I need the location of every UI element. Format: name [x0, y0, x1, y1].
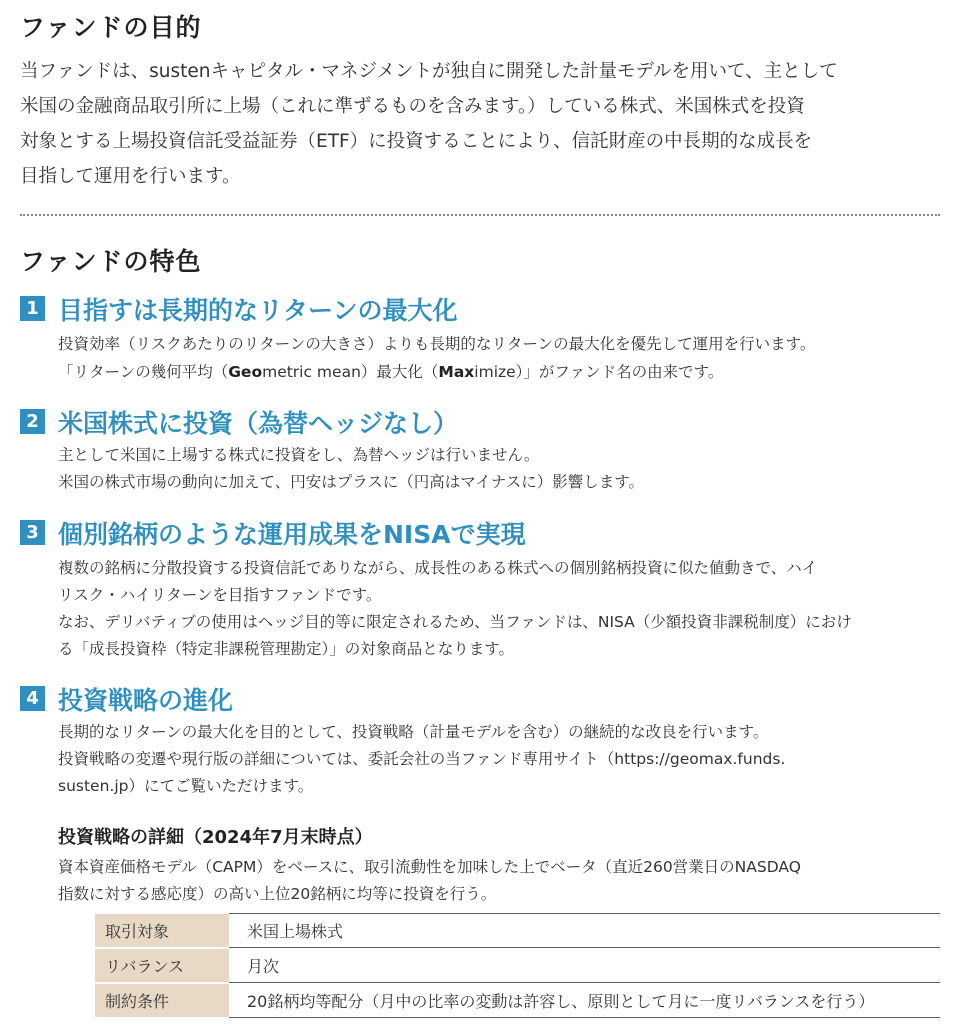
- feature-text-line: リスク・ハイリターンを目指すファンドです。: [58, 586, 382, 604]
- feature-number-badge: 4: [20, 686, 45, 711]
- feature-number-badge: 3: [20, 520, 45, 545]
- table-row: [95, 948, 940, 983]
- feature-text-line: 長期的なリターンの最大化を目的として、投資戦略（計量モデルを含む）の継続的な改良を行います。: [58, 723, 769, 741]
- feature-text-line: 投資効率（リスクあたりのリターンの大きさ）よりも長期的なリターンの最大化を優先して運用を行います。: [58, 335, 816, 353]
- fund-features-heading: ファンドの特色: [20, 247, 202, 276]
- feature-text-line: 複数の銘柄に分散投資する投資信託でありながら、成長性のある株式への個別銘柄投資に似た値動きで、ハイ: [58, 559, 818, 577]
- purpose-text-line: 当ファンドは、sustenキャピタル・マネジメントが独自に開発した計量モデルを用いて、主として: [20, 61, 838, 82]
- feature-text-line: 米国の株式市場の動向に加えて、円安はプラスに（円高はマイナスに）影響します。: [58, 473, 645, 491]
- table-row-value: 月次: [229, 948, 940, 983]
- table-row-value: 米国上場株式: [229, 914, 940, 948]
- feature-number-badge: 2: [20, 409, 45, 434]
- table-row-value: 20銘柄均等配分（月中の比率の変動は許容し、原則として月に一度リバランスを行う）: [229, 983, 940, 1018]
- feature-title: 目指すは長期的なリターンの最大化: [58, 296, 458, 325]
- feature-title: 米国株式に投資（為替ヘッジなし）: [58, 409, 459, 438]
- strategy-detail-text-line: 指数に対する感応度）の高い上位20銘柄に均等に投資を行う。: [58, 885, 497, 903]
- purpose-text-line: 米国の金融商品取引所に上場（これに準ずるものを含みます。）している株式、米国株式を投資: [20, 96, 805, 117]
- strategy-detail-title: 投資戦略の詳細（2024年7月末時点）: [58, 827, 373, 848]
- feature-text-line: なお、デリバティブの使用はヘッジ目的等に限定されるため、当ファンドは、NISA（少額投資非課税制度）におけ: [58, 613, 852, 631]
- feature-title: 個別銘柄のような運用成果をNISAで実現: [58, 520, 526, 549]
- feature-number-badge: 1: [20, 296, 45, 321]
- table-row: [95, 914, 940, 948]
- section-divider: [20, 214, 940, 216]
- table-row-label: 制約条件: [95, 983, 229, 1018]
- feature-text-line: 投資戦略の変遷や現行版の詳細については、委託会社の当ファンド専用サイト（https://geomax.funds.: [58, 750, 786, 768]
- feature-text-line: 「リターンの幾何平均（Geometric mean）最大化（Maximize）」がファンド名の由来です。: [58, 363, 724, 381]
- fund-purpose-heading: ファンドの目的: [20, 13, 202, 42]
- strategy-conditions-table: [95, 913, 940, 1019]
- table-row-label: 取引対象: [95, 914, 229, 948]
- feature-text-line: る「成長投資枠（特定非課税管理勘定）」の対象商品となります。: [58, 640, 515, 658]
- feature-title: 投資戦略の進化: [58, 686, 234, 715]
- purpose-text-line: 対象とする上場投資信託受益証券（ETF）に投資することにより、信託財産の中長期的な成長を: [20, 131, 813, 152]
- table-row: [95, 983, 940, 1018]
- feature-text-line: susten.jp）にてご覧いただけます。: [58, 777, 314, 795]
- feature-text-line: 主として米国に上場する株式に投資をし、為替ヘッジは行いません。: [58, 446, 540, 464]
- strategy-detail-text-line: 資本資産価格モデル（CAPM）をベースに、取引流動性を加味した上でベータ（直近260営業日のNASDAQ: [58, 858, 801, 876]
- purpose-text-line: 目指して運用を行います。: [20, 166, 241, 187]
- geo-emphasis: Geo: [228, 363, 263, 381]
- max-emphasis: Max: [438, 363, 475, 381]
- table-row-label: リバランス: [95, 948, 229, 983]
